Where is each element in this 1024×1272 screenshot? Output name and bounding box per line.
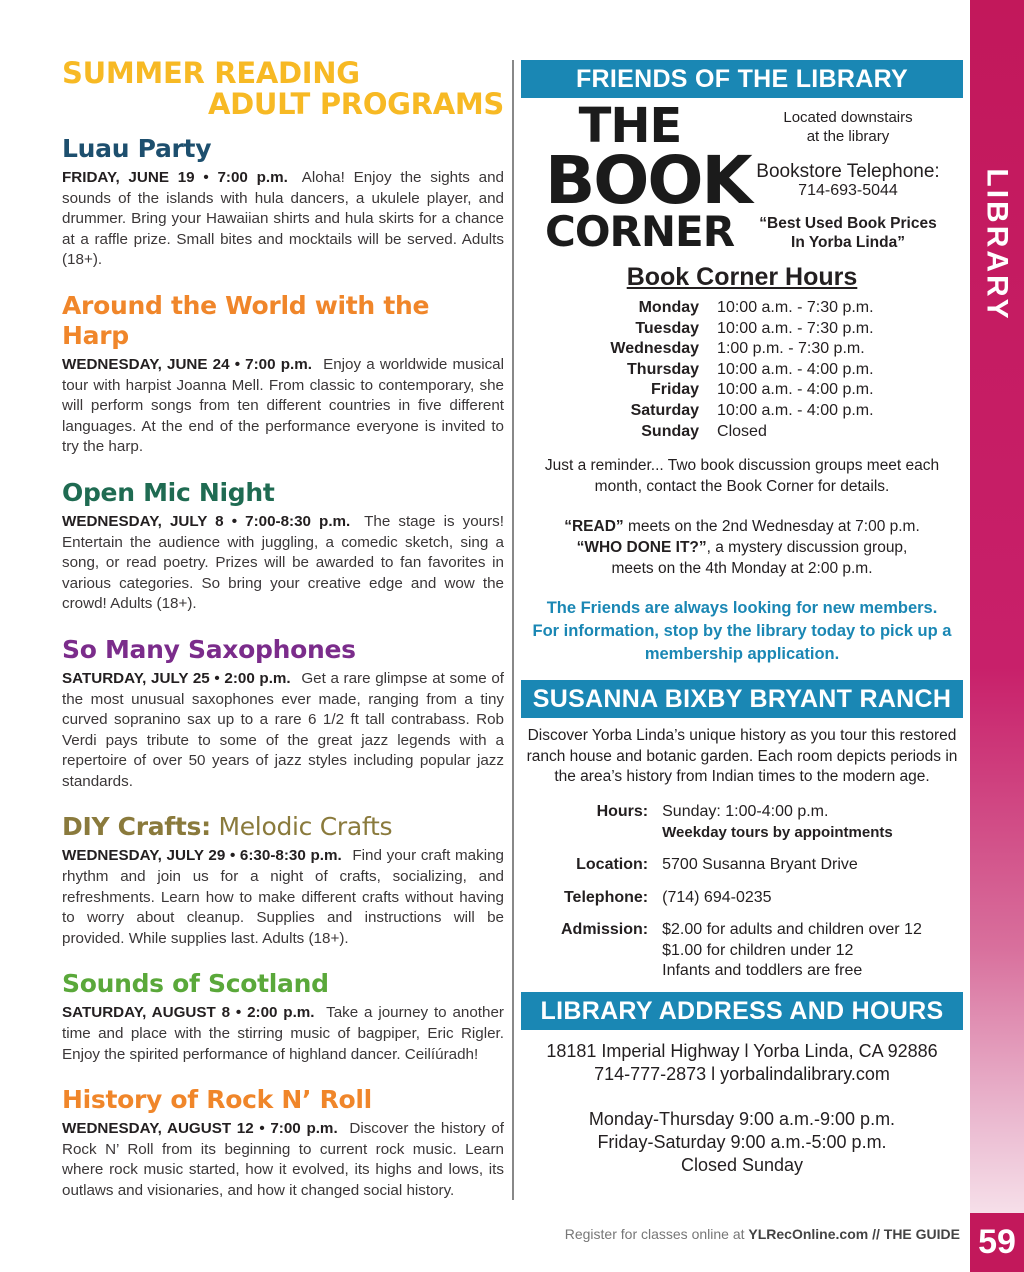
event-desc: WEDNESDAY, JULY 29 • 6:30-8:30 p.m. Find your craft making rhythm and join us for a night of crafts, socializing, and refreshments. Learn how to make different crafts without having to worry about cleanup. Supplies and instructions will be provided. While supplies last. Adults (18+).: [62, 847, 504, 947]
ranch-description: Discover Yorba Linda’s unique history as you tour this restored ranch house and botanic garden. Each room depicts periods in the area’s history from Indian times to the modern age.: [526, 727, 958, 786]
event-title: So Many Saxophones: [62, 634, 356, 664]
page-number: 59: [978, 1223, 1016, 1261]
hours-day: Monday: [638, 299, 700, 316]
event-desc: SATURDAY, AUGUST 8 • 2:00 p.m. Take a journey to another time and place with the stirring music of bagpiper, Eric Rigler. Enjoy the spirited performance of highland dancer. Ceilíúradh!: [62, 1004, 504, 1063]
event-title: Open Mic Night: [62, 477, 275, 507]
friends-banner: FRIENDS OF THE LIBRARY: [521, 60, 963, 98]
library-banner: LIBRARY ADDRESS AND HOURS: [521, 992, 963, 1030]
event-harp: [62, 291, 504, 458]
hours-time: 10:00 a.m. - 4:00 p.m.: [717, 381, 874, 399]
hours-day: Thursday: [627, 360, 700, 378]
page-title: SUMMER READING ADULT PROGRAMS: [62, 56, 504, 121]
library-info: 18181 Imperial Highway l Yorba Linda, CA 92886 714-777-2873 l yorbalindalibrary.com Monday-Thursday 9:00 a.m.-9:00 p.m. Friday-Saturday 9:00 a.m.-5:00 p.m. Closed Sunday: [521, 1040, 963, 1177]
event-rock-n-roll: [62, 1085, 504, 1201]
hours-time: 10:00 a.m. - 7:30 p.m.: [717, 319, 874, 337]
discussion-groups: “READ” meets on the 2nd Wednesday at 7:00 p.m. “WHO DONE IT?”, a mystery discussion group, meets on the 4th Monday at 2:00 p.m.: [564, 518, 920, 577]
column-divider: [512, 60, 514, 1200]
event-title: Luau Party: [62, 134, 212, 163]
hours-row: [610, 401, 873, 422]
right-column: [521, 60, 963, 1177]
hours-time: 1:00 p.m. - 7:30 p.m.: [717, 340, 865, 358]
footer: Register for classes online at YLRecOnline.com // THE GUIDE: [564, 1226, 960, 1242]
library-address: 18181 Imperial Highway l Yorba Linda, CA 92886: [546, 1041, 938, 1062]
event-desc: SATURDAY, JULY 25 • 2:00 p.m. Get a rare glimpse at some of the most unusual saxophones ever made, ranging from a tiny curved sopranino sax up to a rare 6 1/2 ft tall contrabass. Rob Verdi pays tribute to some of the great jazz legends with a repertoire of over 50 years of jazz styles including popular jazz standards.: [62, 669, 504, 790]
hours-row: [610, 319, 873, 340]
event-desc: FRIDAY, JUNE 19 • 7:00 p.m. Aloha! Enjoy the sights and sounds of the islands with hula dancers, a ukulele player, and drummer. Bring your Hawaiian shirts and hula skirts for a chance at a raffle prize. Small bites and mocktails will be served. Adults (18+).: [62, 169, 505, 269]
side-tab-label: LIBRARY: [981, 168, 1014, 322]
left-column: [62, 58, 504, 1202]
hours-row: [610, 380, 873, 401]
event-scotland: [62, 969, 504, 1065]
hours-day: Tuesday: [635, 319, 700, 337]
event-title: History of Rock N’ Roll: [62, 1085, 372, 1115]
bookstore-phone: 714-693-5044: [798, 182, 898, 199]
hours-row: [610, 339, 873, 360]
membership-note: The Friends are always looking for new members. For information, stop by the library today to pick up a membership application.: [532, 599, 952, 664]
ranch-details: Hours: Sunday: 1:00-4:00 p.m. Weekday tours by appointments Location: 5700 Susanna Bryant Drive Telephone: (714) 694-0235 Admission: $2.00 for adults and children over 12 $1.00 for children under 12 Infants and toddlers are free: [561, 802, 922, 980]
hours-row: [610, 298, 873, 319]
book-corner-info: Located downstairs at the library Bookstore Telephone: 714-693-5044 “Best Used Book Prices In Yorba Linda”: [743, 108, 953, 252]
event-diy-crafts: [62, 812, 504, 949]
event-desc: WEDNESDAY, JULY 8 • 7:00-8:30 p.m. The stage is yours! Entertain the audience with juggling, a comedic sketch, sing a song, or read poetry. Prizes will be awarded to fan favorites in various categories. So bring your creative edge and wow the crowd! Adults (18+).: [62, 512, 504, 613]
event-title: DIY Crafts: Melodic Crafts: [62, 812, 393, 842]
book-corner-hours-title: Book Corner Hours: [626, 263, 858, 291]
hours-day: Friday: [651, 381, 700, 399]
event-luau: [62, 134, 504, 271]
event-title: Sounds of Scotland: [62, 969, 329, 999]
hours-day: Wednesday: [610, 340, 700, 358]
ranch-banner: SUSANNA BIXBY BRYANT RANCH: [521, 680, 963, 718]
hours-day: Saturday: [630, 401, 700, 419]
hours-row: [610, 360, 873, 381]
book-corner-section: [521, 60, 963, 260]
hours-time: Closed: [717, 422, 767, 440]
book-corner-hours-table: [610, 298, 873, 442]
reminder-text: Just a reminder... Two book discussion groups meet each month, contact the Book Corner for details.: [544, 457, 940, 495]
event-title: Around the World with the Harp: [62, 290, 430, 350]
hours-row: [610, 422, 873, 443]
hours-time: 10:00 a.m. - 4:00 p.m.: [717, 401, 874, 419]
page-number-box: [970, 1213, 1024, 1272]
event-saxophones: [62, 635, 504, 793]
footer-site-link[interactable]: YLRecOnline.com: [748, 1226, 869, 1242]
book-corner-logo: THE BOOK CORNER: [545, 98, 751, 257]
event-desc: WEDNESDAY, AUGUST 12 • 7:00 p.m. Discover the history of Rock N’ Roll from its beginning to current rock music. Learn where rock music started, how it evolved, its highs and lows, its outlaws and visionaries, and how it changed social history.: [62, 1120, 504, 1199]
hours-time: 10:00 a.m. - 4:00 p.m.: [717, 360, 874, 378]
event-desc: WEDNESDAY, JUNE 24 • 7:00 p.m. Enjoy a worldwide musical tour with harpist Joanna Mell. From classic to contemporary, she will perform songs from ten different countries in five different languages. At the end of the performance everyone is invited to try the harp.: [62, 355, 504, 456]
hours-time: 10:00 a.m. - 7:30 p.m.: [717, 299, 874, 316]
hours-day: Sunday: [641, 422, 700, 440]
event-open-mic: [62, 478, 504, 615]
library-contact: 714-777-2873 l yorbalindalibrary.com: [594, 1064, 890, 1085]
